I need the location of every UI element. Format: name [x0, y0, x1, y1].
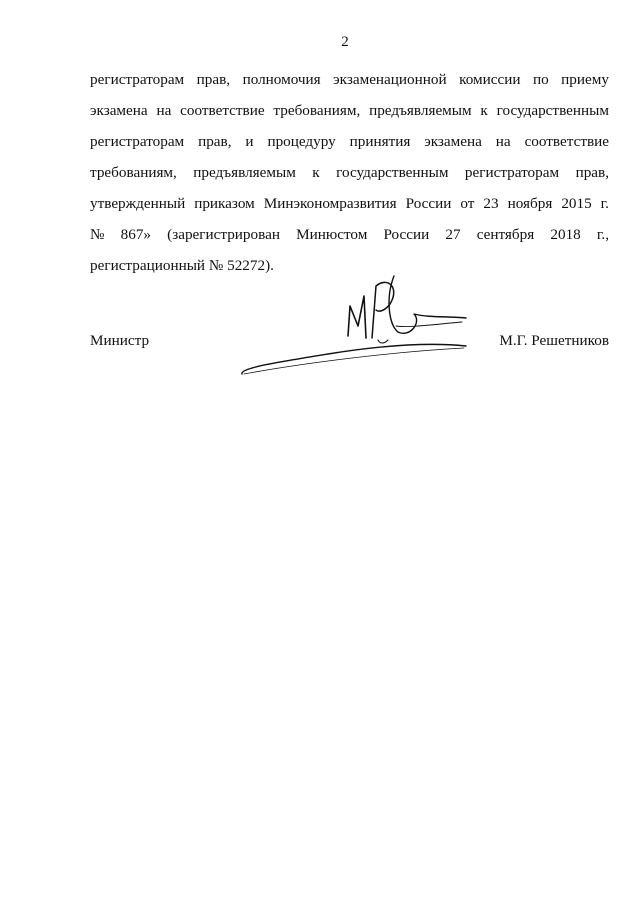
text-line — [90, 188, 609, 219]
word: государственным — [336, 164, 449, 181]
word: регистраторам — [90, 133, 185, 150]
word: ноября — [507, 195, 553, 212]
word: предъявляемым — [193, 164, 296, 181]
word: экзамена — [424, 133, 482, 150]
word: на — [156, 102, 172, 119]
text-line — [90, 95, 609, 126]
word: полномочия — [242, 71, 321, 88]
word: приказом — [194, 195, 255, 212]
word: и — [245, 133, 254, 150]
body-paragraph — [90, 64, 609, 281]
word: экзамена — [90, 102, 148, 119]
word: государственным — [496, 102, 609, 119]
word: соответствие — [180, 102, 265, 119]
word: регистраторам — [464, 164, 560, 181]
word: г., — [596, 226, 609, 243]
word: (зарегистрирован — [167, 226, 280, 243]
word: 27 — [445, 226, 461, 243]
text-line-last: регистрационный № 52272). — [90, 257, 274, 274]
word: 2018 — [550, 226, 581, 243]
signatory-name: М.Г. Решетников — [499, 332, 609, 349]
word: 23 — [483, 195, 499, 212]
text-line — [90, 157, 609, 188]
page-number: 2 — [341, 34, 349, 50]
word: принятия — [349, 133, 411, 150]
word: 867» — [120, 226, 152, 243]
word: 2015 — [561, 195, 592, 212]
word: на — [495, 133, 511, 150]
word: к — [480, 102, 488, 119]
word: прав, — [196, 71, 231, 88]
word: утвержденный — [90, 195, 186, 212]
word: требованиям, — [90, 164, 177, 181]
word: сентября — [476, 226, 535, 243]
word: к — [312, 164, 320, 181]
word: прав, — [198, 133, 232, 150]
word: экзаменационной — [333, 71, 447, 88]
signatory-title: Министр — [90, 332, 150, 349]
word: по — [532, 71, 549, 88]
word: требованиям, — [273, 102, 361, 119]
word: г. — [600, 195, 609, 212]
word: Минэкономразвития — [263, 195, 397, 212]
word: от — [460, 195, 475, 212]
word: процедуру — [267, 133, 336, 150]
word: регистраторам — [90, 71, 185, 88]
word: № — [90, 226, 105, 243]
text-line — [90, 126, 609, 157]
text-line — [90, 219, 609, 250]
word: соответствие — [524, 133, 609, 150]
word: России — [383, 226, 430, 243]
word: комиссии — [459, 71, 521, 88]
text-line — [90, 64, 609, 95]
word: России — [405, 195, 452, 212]
handwritten-signature — [238, 266, 470, 380]
word: предъявляемым — [369, 102, 472, 119]
word: Минюстом — [296, 226, 368, 243]
word: приему — [561, 71, 609, 88]
word: прав, — [575, 164, 609, 181]
